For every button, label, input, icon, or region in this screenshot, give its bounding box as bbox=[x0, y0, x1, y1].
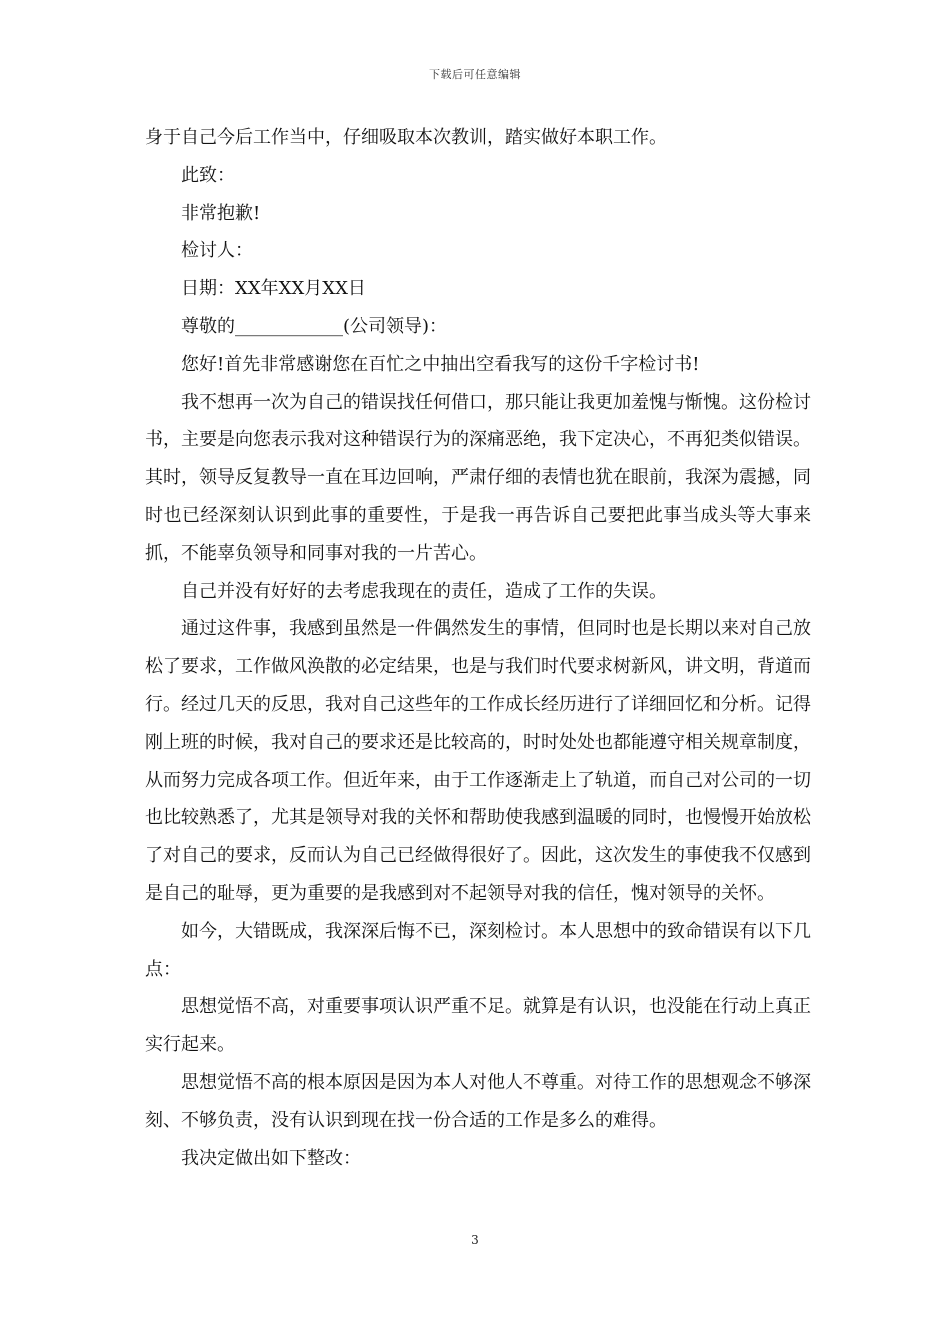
page-header: 下载后可任意编辑 bbox=[429, 68, 521, 81]
paragraph-5: 日期：XX年XX月XX日 bbox=[181, 278, 366, 300]
page-number: 3 bbox=[471, 1233, 479, 1247]
paragraph-6: 尊敬的____________(公司领导)： bbox=[181, 315, 448, 337]
paragraph-11: 如今，大错既成，我深深后悔不已，深刻检讨。本人思想中的致命错误有以下几点： bbox=[145, 920, 811, 980]
paragraph-9: 自己并没有好好的去考虑我现在的责任，造成了工作的失误。 bbox=[181, 580, 667, 602]
paragraph-4: 检讨人： bbox=[181, 240, 253, 262]
paragraph-3: 非常抱歉! bbox=[181, 202, 261, 224]
paragraph-14: 我决定做出如下整改： bbox=[181, 1147, 361, 1169]
paragraph-1: 身于自己今后工作当中，仔细吸取本次教训，踏实做好本职工作。 bbox=[145, 127, 667, 148]
paragraph-7: 您好!首先非常感谢您在百忙之中抽出空看我写的这份千字检讨书! bbox=[181, 353, 700, 375]
paragraph-8: 我不想再一次为自己的错误找任何借口，那只能让我更加羞愧与惭愧。这份检讨书，主要是向您表示我对这种错误行为的深痛恶绝，我下定决心，不再犯类似错误。其时，领导反复教导一直在耳边回响，严肃仔细的表情也犹在眼前，我深为震撼，同时也已经深刻认识到此事的重要性，于是我一再告诉自己要把此事当成头等大事来抓，不能辜负领导和同事对我的一片苦心。 bbox=[145, 391, 811, 564]
paragraph-2: 此致： bbox=[181, 164, 235, 186]
paragraph-12: 思想觉悟不高，对重要事项认识严重不足。就算是有认识，也没能在行动上真正实行起来。 bbox=[145, 996, 811, 1056]
paragraph-10: 通过这件事，我感到虽然是一件偶然发生的事情，但同时也是长期以来对自己放松了要求，工作做风涣散的必定结果，也是与我们时代要求树新风，讲文明，背道而行。经过几天的反思，我对自己这些年的工作成长经历进行了详细回忆和分析。记得刚上班的时候，我对自己的要求还是比较高的，时时处处也都能遵守相关规章制度，从而努力完成各项工作。但近年来，由于工作逐渐走上了轨道，而自己对公司的一切也比较熟悉了，尤其是领导对我的关怀和帮助使我感到温暖的同时，也慢慢开始放松了对自己的要求，反而认为自己已经做得很好了。因此，这次发生的事使我不仅感到是自己的耻辱，更为重要的是我感到对不起领导对我的信任，愧对领导的关怀。 bbox=[145, 618, 811, 904]
document-body bbox=[145, 119, 811, 1177]
paragraph-13: 思想觉悟不高的根本原因是因为本人对他人不尊重。对待工作的思想观念不够深刻、不够负责，没有认识到现在找一份合适的工作是多么的难得。 bbox=[145, 1071, 811, 1131]
